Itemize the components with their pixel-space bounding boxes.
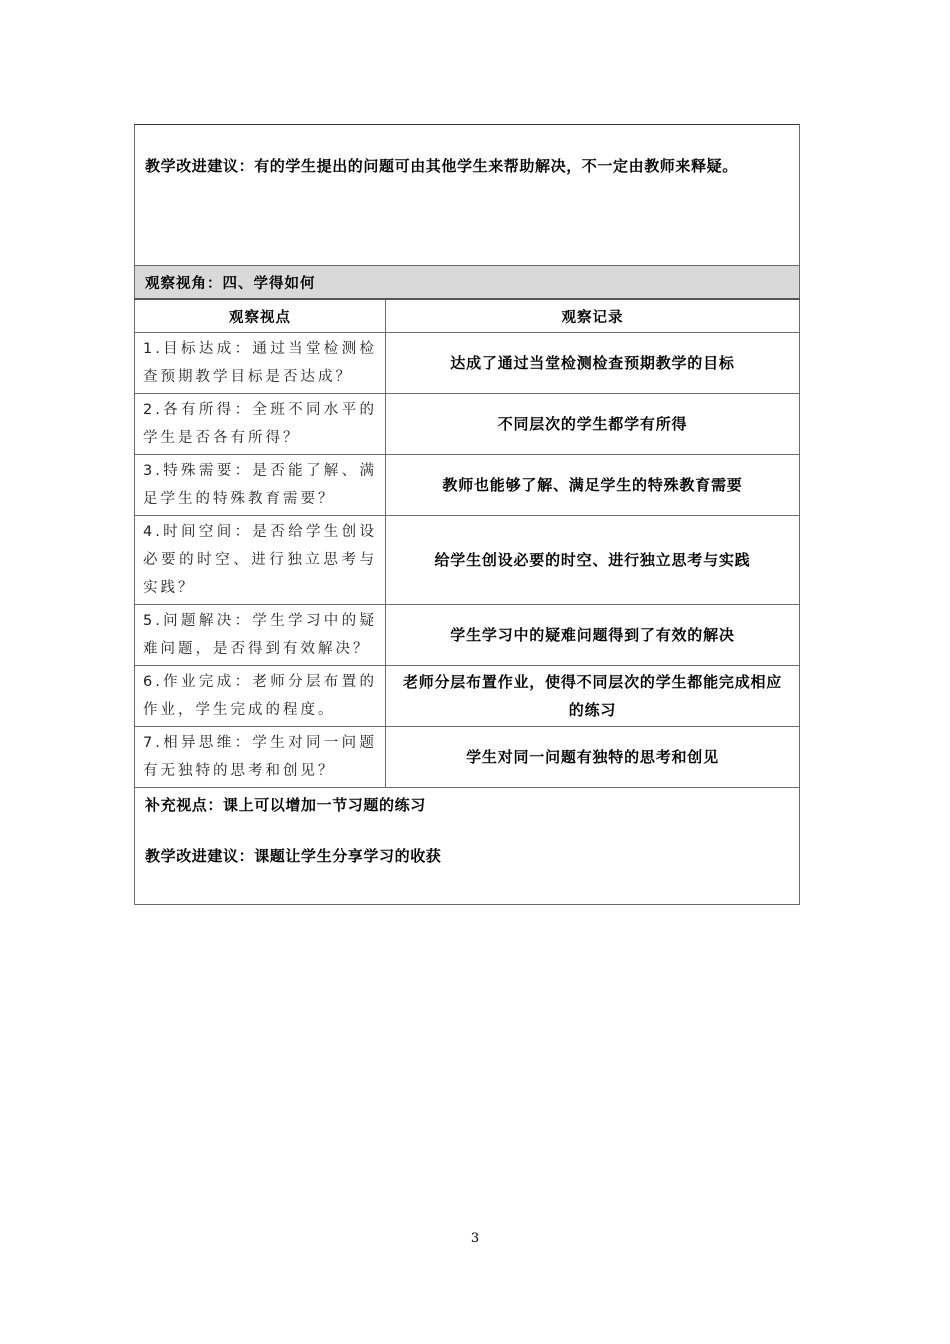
column-header-point: 观察视点 bbox=[135, 299, 386, 333]
observation-record: 学生学习中的疑难问题得到了有效的解决 bbox=[386, 605, 800, 666]
observation-table bbox=[134, 124, 800, 905]
top-suggestion: 教学改进建议：有的学生提出的问题可由其他学生来帮助解决，不一定由教师来释疑。 bbox=[135, 125, 800, 266]
table-row bbox=[135, 727, 800, 788]
section-title: 观察视角：四、学得如何 bbox=[135, 266, 800, 300]
observation-point: 3.特殊需要：是否能了解、满足学生的特殊教育需要？ bbox=[135, 455, 386, 516]
observation-point: 4.时间空间：是否给学生创设必要的时空、进行独立思考与实践？ bbox=[135, 516, 386, 605]
observation-point: 6.作业完成：老师分层布置的作业，学生完成的程度。 bbox=[135, 666, 386, 727]
table-row bbox=[135, 605, 800, 666]
table-row bbox=[135, 455, 800, 516]
observation-record: 不同层次的学生都学有所得 bbox=[386, 394, 800, 455]
table-row bbox=[135, 516, 800, 605]
observation-point: 2.各有所得：全班不同水平的学生是否各有所得？ bbox=[135, 394, 386, 455]
observation-point: 1.目标达成：通过当堂检测检查预期教学目标是否达成？ bbox=[135, 333, 386, 394]
observation-record: 老师分层布置作业，使得不同层次的学生都能完成相应的练习 bbox=[386, 666, 800, 727]
observation-record: 教师也能够了解、满足学生的特殊教育需要 bbox=[386, 455, 800, 516]
observation-point: 7.相异思维：学生对同一问题有无独特的思考和创见？ bbox=[135, 727, 386, 788]
table-row bbox=[135, 333, 800, 394]
observation-record: 达成了通过当堂检测检查预期教学的目标 bbox=[386, 333, 800, 394]
table-row bbox=[135, 666, 800, 727]
page-number: 3 bbox=[470, 1231, 480, 1246]
observation-record: 学生对同一问题有独特的思考和创见 bbox=[386, 727, 800, 788]
supplement-and-suggestion bbox=[135, 788, 800, 905]
observation-record: 给学生创设必要的时空、进行独立思考与实践 bbox=[386, 516, 800, 605]
table-row bbox=[135, 394, 800, 455]
bottom-suggestion: 教学改进建议：课题让学生分享学习的收获 bbox=[145, 847, 442, 865]
observation-point: 5.问题解决：学生学习中的疑难问题，是否得到有效解决？ bbox=[135, 605, 386, 666]
supplement-point: 补充视点：课上可以增加一节习题的练习 bbox=[145, 796, 426, 814]
column-header-record: 观察记录 bbox=[386, 299, 800, 333]
